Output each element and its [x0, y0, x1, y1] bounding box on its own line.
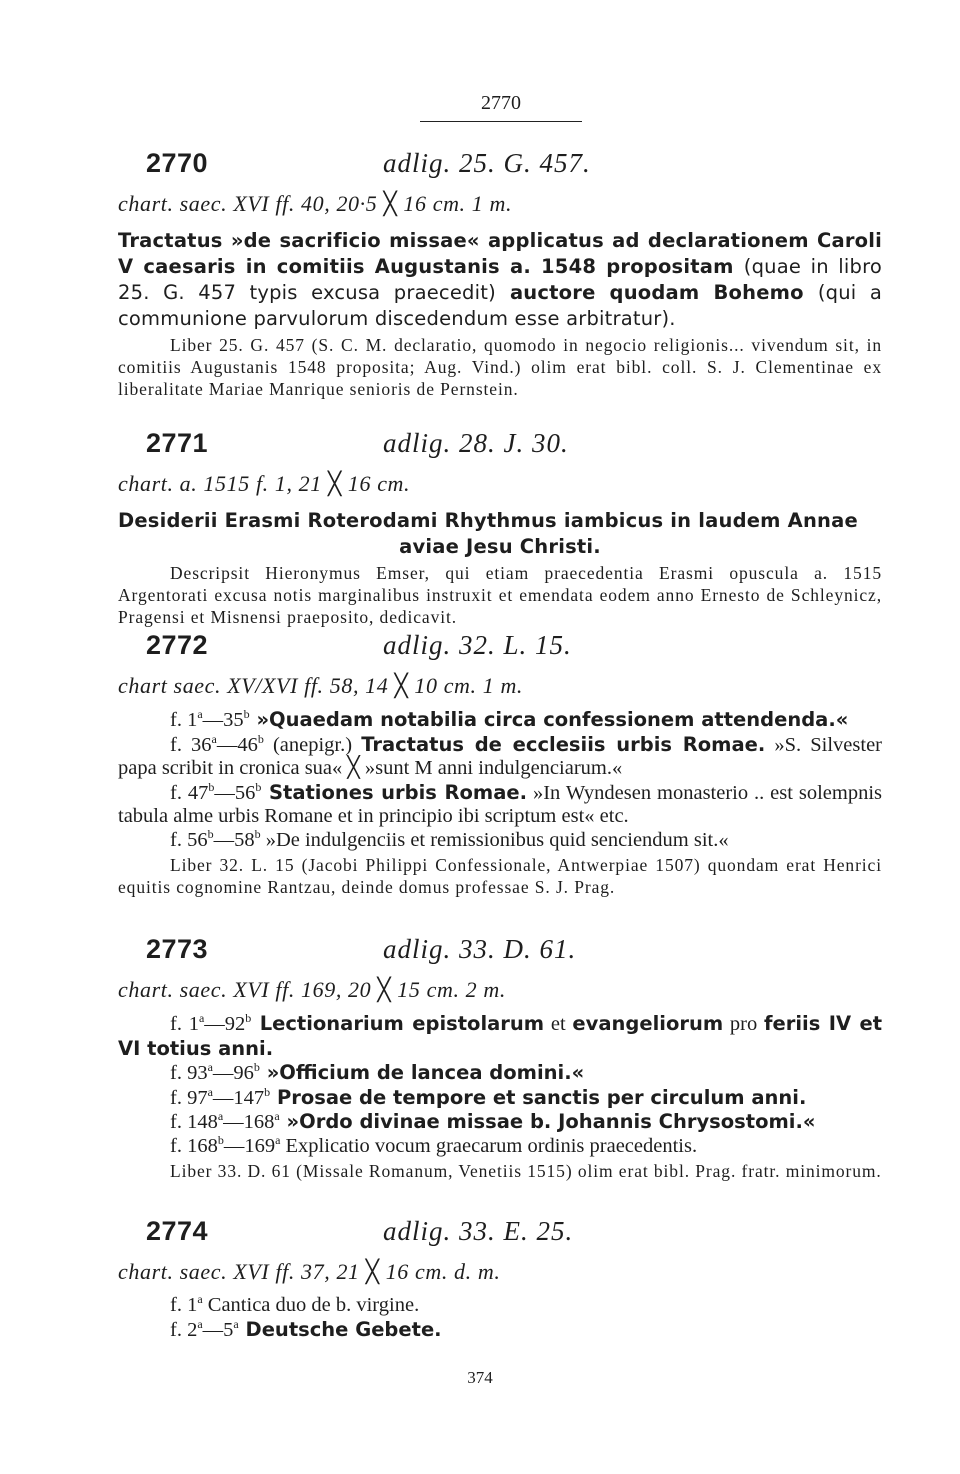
entry-2770	[118, 148, 882, 400]
contents-title: evangeliorum	[572, 1012, 724, 1035]
folio-side: a	[217, 1109, 224, 1124]
folio-ref: f. 97	[170, 1086, 208, 1109]
provenance-note: Liber 32. L. 15 (Jacobi Philippi Confessionale, Antwerpiae 1507) quondam erat Henrici equitis cognomine Rantzau, deinde domus professae S. J. Prag.	[118, 855, 882, 897]
contents-line	[118, 1110, 882, 1135]
folio-side: a	[207, 1084, 213, 1099]
folio-ref: —35	[202, 709, 244, 731]
entry-title	[118, 508, 882, 560]
folio-ref: —96	[212, 1062, 254, 1084]
contents-note: (anepigr.)	[263, 733, 362, 756]
entry-heading	[118, 1216, 882, 1256]
contents-text: et	[544, 1013, 573, 1035]
contents-line	[118, 1132, 882, 1159]
contents-title: Stationes urbis Romae.	[261, 780, 528, 804]
folio-side: b	[207, 826, 214, 841]
provenance-note: Liber 33. D. 61 (Missale Romanum, Venetiis 1515) olim erat bibl. Prag. fratr. minimorum.	[170, 1161, 882, 1181]
physical-description: chart. saec. XVI ff. 37, 21 ╳ 16 cm. d. m.	[118, 1259, 501, 1284]
folio-ref: f. 47	[170, 781, 209, 804]
contents-text: Cantica duo de b. virgine.	[202, 1294, 420, 1316]
folio-side: b	[245, 1011, 252, 1026]
contents-incipit: »In Wyndesen monasterio .. est solempnis tabula alme urbis Romane et in principio ibi scriptum est« etc.	[118, 781, 883, 827]
folio-side: a	[197, 1292, 203, 1307]
folio-side: b	[254, 826, 261, 841]
contents-title: »Quaedam notabilia circa confessionem attendenda.«	[249, 708, 849, 731]
folio-ref: —46	[216, 733, 258, 756]
contents-incipit: »De indulgenciis et remissionibus quid senciendum sit.«	[260, 828, 729, 851]
folio-ref: f. 1	[170, 1294, 198, 1316]
entry-heading	[118, 630, 882, 670]
entry-title	[118, 228, 882, 332]
folio-ref: —168	[223, 1111, 275, 1133]
title-note: (qui a communione parvulorum discedendum esse arbitratur).	[118, 281, 882, 330]
contents-line	[118, 1061, 882, 1086]
title-text: Tractatus »de sacrificio missae« applicatus ad declarationem Caroli V caesaris in comitiis Augustanis a. 1548 propositam	[118, 229, 882, 278]
shelf-signature: adlig. 28. J. 30.	[383, 428, 569, 458]
folio-ref: f. 148	[170, 1111, 218, 1133]
folio-side: b	[208, 779, 215, 794]
folio-ref: f. 56	[170, 828, 208, 851]
shelf-signature: adlig. 32. L. 15.	[383, 630, 572, 660]
provenance-note: Descripsit Hieronymus Emser, qui etiam praecedentia Erasmi opuscula a. 1515 Argentorati excusa notis marginalibus instruxit et emendata eodem anno Ernesto de Schleynicz, Pragensi et Misnensi praeposito, dedicavit.	[118, 563, 882, 627]
page-number: 374	[467, 1368, 493, 1387]
contents-line	[118, 708, 882, 733]
folio-side: a	[275, 1132, 281, 1147]
entry-number: 2774	[146, 1216, 209, 1246]
folio-side: b	[243, 707, 250, 722]
folio-side: b	[253, 1060, 260, 1075]
contents-line	[118, 781, 882, 829]
entry-number: 2773	[146, 934, 209, 964]
folio-ref: f. 168	[170, 1134, 218, 1157]
folio-ref: f. 2	[170, 1318, 198, 1341]
folio-ref: —169	[223, 1134, 276, 1157]
contents-title: Lectionarium epistolarum	[251, 1012, 545, 1035]
folio-ref: f. 1	[170, 709, 198, 731]
shelf-signature: adlig. 33. E. 25.	[383, 1216, 574, 1246]
folio-side: a	[233, 1316, 239, 1331]
entry-2772	[118, 630, 882, 898]
folio-ref: f. 36	[170, 733, 212, 756]
entry-2771	[118, 428, 882, 628]
entry-number: 2772	[146, 630, 209, 660]
folio-side: b	[257, 731, 264, 746]
entry-2774	[118, 1216, 882, 1342]
contents-text: Explicatio vocum graecarum ordinis praecedentis.	[280, 1134, 698, 1157]
provenance-note: Liber 25. G. 457 (S. C. M. declaratio, quomodo in negocio religionis... vivendum sit, in comitiis Augustanis 1548 proposita; Aug. Vind.) olim erat bibl. coll. S. J. Clementinae ex liberalitate Mariae Manrique senioris de Pernstein.	[118, 335, 882, 399]
physical-description: chart. saec. XVI ff. 169, 20 ╳ 15 cm. 2 m.	[118, 977, 506, 1002]
folio-ref: f. 93	[170, 1062, 208, 1084]
folio-side: a	[197, 1316, 203, 1331]
physical-description: chart saec. XV/XVI ff. 58, 14 ╳ 10 cm. 1 m.	[118, 673, 524, 698]
contents-title: feriis IV et VI totius anni.	[118, 1012, 883, 1060]
physical-description: chart. a. 1515 f. 1, 21 ╳ 16 cm.	[118, 471, 411, 496]
folio-ref: f. 1	[170, 1013, 199, 1035]
folio-ref: —58	[213, 828, 255, 851]
physical-description: chart. saec. XVI ff. 40, 20·5 ╳ 16 cm. 1 m.	[118, 191, 513, 216]
entry-2773	[118, 934, 882, 1182]
contents-line	[118, 733, 882, 781]
entry-heading	[118, 148, 882, 188]
folio-side: a	[211, 731, 217, 746]
contents-line	[118, 1294, 882, 1318]
folio-ref: —147	[212, 1086, 265, 1109]
contents-line	[118, 826, 882, 853]
folio-side: a	[197, 707, 203, 722]
running-head: 2770	[420, 92, 582, 122]
contents-title: »Ordo divinae missae b. Johannis Chrysostomi.«	[279, 1110, 816, 1133]
contents-line	[118, 1318, 882, 1343]
contents-title: Tractatus de ecclesiis urbis Romae.	[361, 732, 766, 756]
folio-ref: —5	[202, 1318, 234, 1341]
entry-number: 2771	[146, 428, 209, 458]
contents-line	[118, 1086, 882, 1111]
title-text: Desiderii Erasmi Roterodami Rhythmus iambicus in laudem Annae	[118, 509, 858, 532]
folio-side: a	[207, 1060, 213, 1075]
contents-text: pro	[723, 1013, 764, 1035]
title-note: (quae in libro 25. G. 457 typis excusa praecedit)	[118, 255, 883, 304]
shelf-signature: adlig. 25. G. 457.	[383, 148, 591, 178]
folio-ref: —56	[214, 781, 256, 804]
entry-number: 2770	[146, 148, 209, 178]
folio-side: b	[264, 1084, 271, 1099]
contents-title: Deutsche Gebete.	[238, 1317, 442, 1341]
title-author: auctore quodam Bohemo	[509, 281, 804, 304]
contents-title: »Officium de lancea domini.«	[259, 1061, 585, 1084]
folio-side: a	[274, 1109, 280, 1124]
entry-heading	[118, 428, 882, 468]
contents-title: Prosae de tempore et sanctis per circulum anni.	[270, 1085, 807, 1109]
folio-side: b	[255, 779, 262, 794]
folio-ref: —92	[204, 1013, 246, 1035]
folio-side: b	[217, 1132, 224, 1147]
contents-line	[118, 1012, 882, 1061]
shelf-signature: adlig. 33. D. 61.	[383, 934, 577, 964]
folio-side: a	[198, 1011, 205, 1026]
contents-incipit: »S. Silvester papa scribit in cronica sua« ╳ »sunt M anni indulgenciarum.«	[118, 733, 882, 779]
entry-heading	[118, 934, 882, 974]
title-text: aviae Jesu Christi.	[399, 535, 601, 558]
